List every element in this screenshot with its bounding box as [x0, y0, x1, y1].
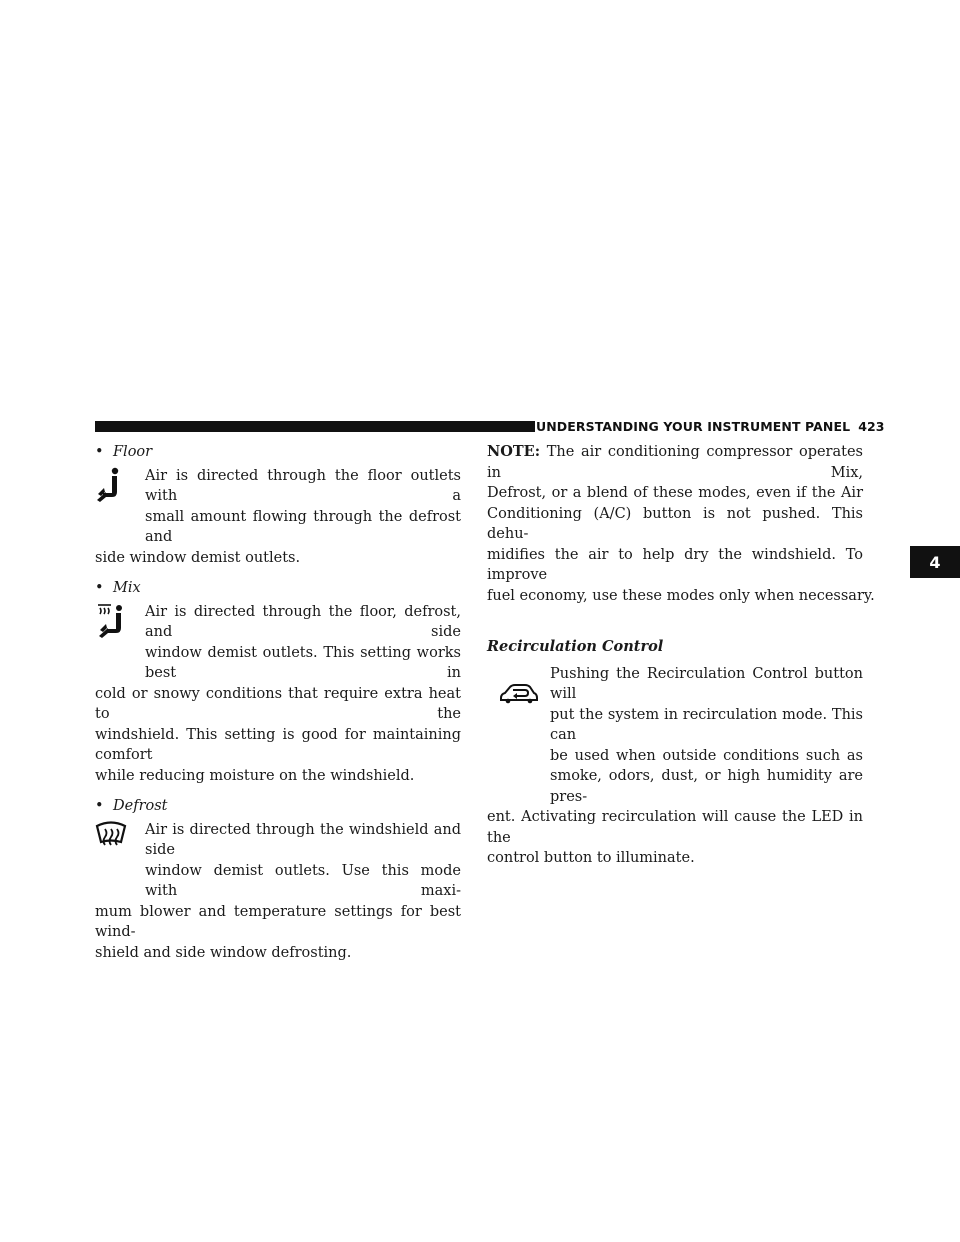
defrost-description: [95, 820, 461, 964]
mix-line-2: window demist outlets. This setting works best in: [145, 644, 461, 681]
recirculation-icon: [499, 683, 539, 712]
recirculation-line-6: control button to illuminate.: [487, 850, 695, 866]
note-line-4: midifies the air to help dry the windshield. To improve: [487, 546, 863, 583]
note-line-5: fuel economy, use these modes only when necessary.: [487, 587, 875, 604]
defrost-line-1: Air is directed through the windshield and side: [145, 821, 461, 858]
note-line-1: NOTE: The air conditioning compressor operates in Mix,: [487, 443, 863, 481]
note-paragraph: [487, 442, 875, 606]
mix-line-4: windshield. This setting is good for maintaining comfort: [95, 726, 461, 763]
note-line-2: Defrost, or a blend of these modes, even if the Air: [487, 485, 863, 501]
mix-mode-icon: [95, 602, 129, 649]
recirculation-line-2: put the system in recirculation mode. This can: [550, 706, 863, 743]
note-label: NOTE:: [487, 443, 541, 460]
floor-heading: [95, 442, 461, 463]
left-column: [95, 442, 461, 963]
recirculation-line-3: be used when outside conditions such as: [550, 747, 863, 764]
recirculation-line-5: ent. Activating recirculation will cause the LED in the: [487, 809, 863, 846]
running-header: [536, 419, 885, 434]
bullet: •: [95, 798, 104, 814]
header-rule: [95, 421, 535, 432]
floor-description: [95, 466, 461, 569]
defrost-heading: [95, 796, 461, 817]
floor-line-1: Air is directed through the floor outlets with a: [145, 467, 461, 504]
bullet: •: [95, 580, 104, 596]
chapter-tab: 4: [910, 546, 960, 578]
mix-line-1: Air is directed through the floor, defrost, and side: [145, 603, 461, 640]
defrost-line-2: window demist outlets. Use this mode with maxi-: [145, 862, 461, 899]
recirculation-line-4: smoke, odors, dust, or high humidity are pres-: [550, 768, 863, 805]
defrost-label: Defrost: [113, 798, 168, 814]
defrost-line-3: mum blower and temperature settings for best wind-: [95, 903, 461, 940]
mix-description: [95, 602, 461, 787]
recirculation-line-1: Pushing the Recirculation Control button will: [550, 665, 863, 702]
floor-line-3: side window demist outlets.: [95, 549, 301, 566]
mix-heading: [95, 578, 461, 599]
mix-line-5: while reducing moisture on the windshield.: [95, 767, 415, 784]
right-column: [487, 442, 875, 869]
bullet: •: [95, 444, 104, 460]
floor-mode-icon: [95, 466, 129, 513]
defrost-mode-icon: [95, 820, 129, 867]
floor-line-2: small amount flowing through the defrost and: [145, 508, 461, 545]
page-number: 423: [858, 419, 885, 434]
recirculation-description: [487, 664, 863, 869]
section-title: UNDERSTANDING YOUR INSTRUMENT PANEL: [536, 419, 851, 434]
mix-label: Mix: [113, 580, 141, 596]
defrost-line-4: shield and side window defrosting.: [95, 944, 352, 961]
floor-label: Floor: [113, 444, 153, 460]
recirculation-heading: Recirculation Control: [487, 638, 664, 655]
mix-line-3: cold or snowy conditions that require extra heat to the: [95, 685, 461, 722]
note-line-3: Conditioning (A/C) button is not pushed. This dehu-: [487, 505, 863, 542]
